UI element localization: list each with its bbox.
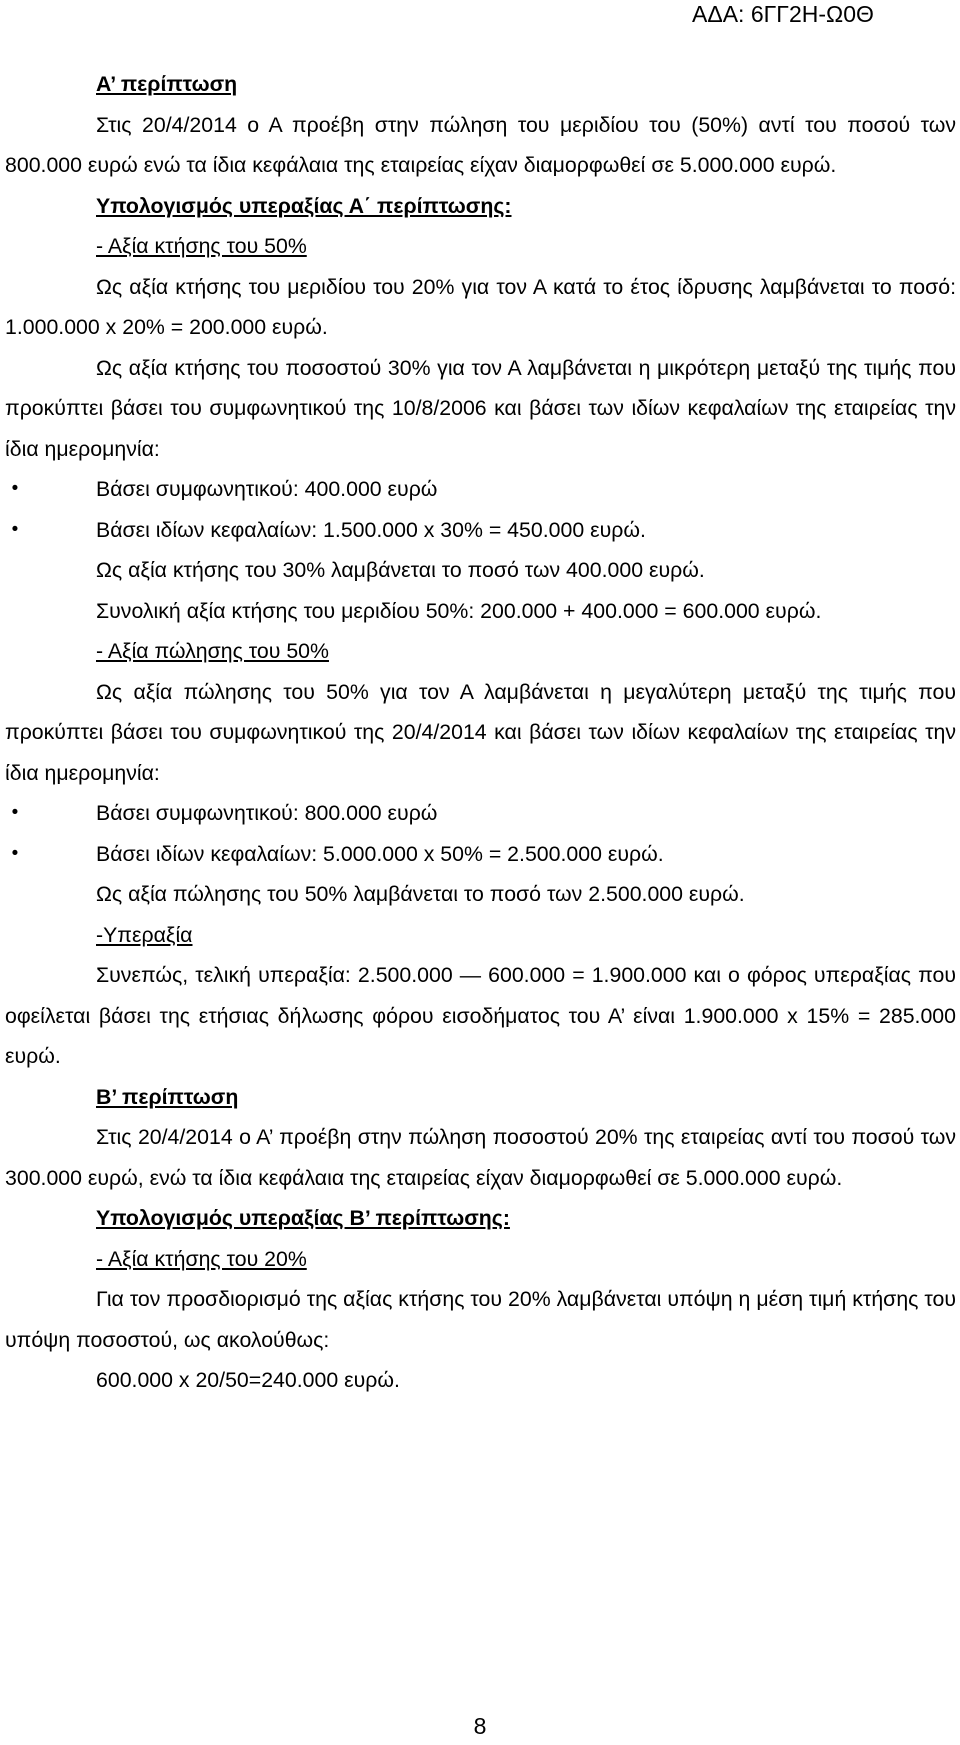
case-a-gain-para: Συνεπώς, τελική υπεραξία: 2.500.000 — 600.000 = 1.900.000 και ο φόρος υπεραξίας που οφείλεται βάσει της ετήσιας δήλωσης φόρου εισοδήματος του Α’ είναι 1.900.000 x 15% = 285.000 ευρώ. (5, 963, 956, 1068)
document-body (5, 64, 956, 1401)
case-b-acquisition-para: Για τον προσδιορισμό της αξίας κτήσης του 20% λαμβάνεται υπόψη η μέση τιμή κτήσης του υπόψη ποσοστού, ως ακολούθως: (5, 1287, 956, 1352)
bullet-icon: • (11, 802, 19, 823)
case-b-heading: Β’ περίπτωση (96, 1084, 239, 1109)
case-a-sale-result: Ως αξία πώλησης του 50% λαμβάνεται το ποσό των 2.500.000 ευρώ. (96, 882, 745, 906)
page-number: 8 (473, 1713, 487, 1739)
case-a-calc-heading: Υπολογισμός υπεραξίας Α΄ περίπτωσης: (96, 193, 512, 218)
bullet-text: Βάσει συμφωνητικού: 400.000 ευρώ (96, 477, 438, 501)
case-a-sale-bullet (5, 834, 956, 875)
case-a-sale-para: Ως αξία πώλησης του 50% για τον Α λαμβάνεται η μεγαλύτερη μεταξύ της τιμής που προκύπτει βάσει του συμφωνητικού της 20/4/2014 και βάσει των ιδίων κεφαλαίων της εταιρείας την ίδια ημερομηνία: (5, 679, 956, 785)
ada-header: ΑΔΑ: 6ΓΓ2Η-Ω0Θ (692, 1, 874, 27)
case-b-calc-heading: Υπολογισμός υπεραξίας Β’ περίπτωσης: (96, 1206, 510, 1230)
case-a-gain-heading: -Υπεραξία (96, 922, 193, 947)
case-a-acquisition-bullet (5, 469, 956, 510)
bullet-text: Βάσει ιδίων κεφαλαίων: 5.000.000 x 50% = 2.500.000 ευρώ. (96, 841, 664, 866)
case-b-acquisition-heading: - Αξία κτήσης του 20% (96, 1246, 307, 1271)
case-a-sale-bullet (5, 793, 956, 834)
bullet-text: Βάσει ιδίων κεφαλαίων: 1.500.000 x 30% = 450.000 ευρώ. (96, 517, 646, 542)
case-a-sale-heading: - Αξία πώλησης του 50% (96, 639, 329, 663)
bullet-icon: • (11, 842, 19, 864)
case-a-acquisition-para-1: Ως αξία κτήσης του μεριδίου του 20% για τον Α κατά το έτος ίδρυσης λαμβάνεται το ποσό: 1.000.000 x 20% = 200.000 ευρώ. (5, 274, 956, 339)
case-b-acquisition-calc: 600.000 x 20/50=240.000 ευρώ. (96, 1368, 400, 1392)
case-a-acquisition-total: Συνολική αξία κτήσης του μεριδίου 50%: 200.000 + 400.000 = 600.000 ευρώ. (96, 598, 822, 623)
bullet-text: Βάσει συμφωνητικού: 800.000 ευρώ (96, 801, 438, 825)
case-b-intro: Στις 20/4/2014 ο Α’ προέβη στην πώληση ποσοστού 20% της εταιρείας αντί του ποσού των 300.000 ευρώ, ενώ τα ίδια κεφάλαια της εταιρείας είχαν διαμορφωθεί σε 5.000.000 ευρώ. (5, 1125, 956, 1190)
case-a-acquisition-heading: - Αξία κτήσης του 50% (96, 234, 307, 258)
case-a-acquisition-para-2: Ως αξία κτήσης του ποσοστού 30% για τον Α λαμβάνεται η μικρότερη μεταξύ της τιμής που προκύπτει βάσει του συμφωνητικού της 10/8/2006 και βάσει των ιδίων κεφαλαίων της εταιρείας την ίδια ημερομηνία: (5, 355, 956, 461)
case-a-heading: Α’ περίπτωση (96, 72, 238, 96)
case-a-intro: Στις 20/4/2014 ο Α προέβη στην πώληση του μεριδίου του (50%) αντί του ποσού των 800.000 ευρώ ενώ τα ίδια κεφάλαια της εταιρείας είχαν διαμορφωθεί σε 5.000.000 ευρώ. (5, 112, 956, 177)
bullet-icon: • (11, 478, 19, 499)
case-a-acquisition-result: Ως αξία κτήσης του 30% λαμβάνεται το ποσό των 400.000 ευρώ. (96, 558, 705, 582)
case-a-acquisition-bullet (5, 510, 956, 551)
bullet-icon: • (11, 518, 19, 540)
